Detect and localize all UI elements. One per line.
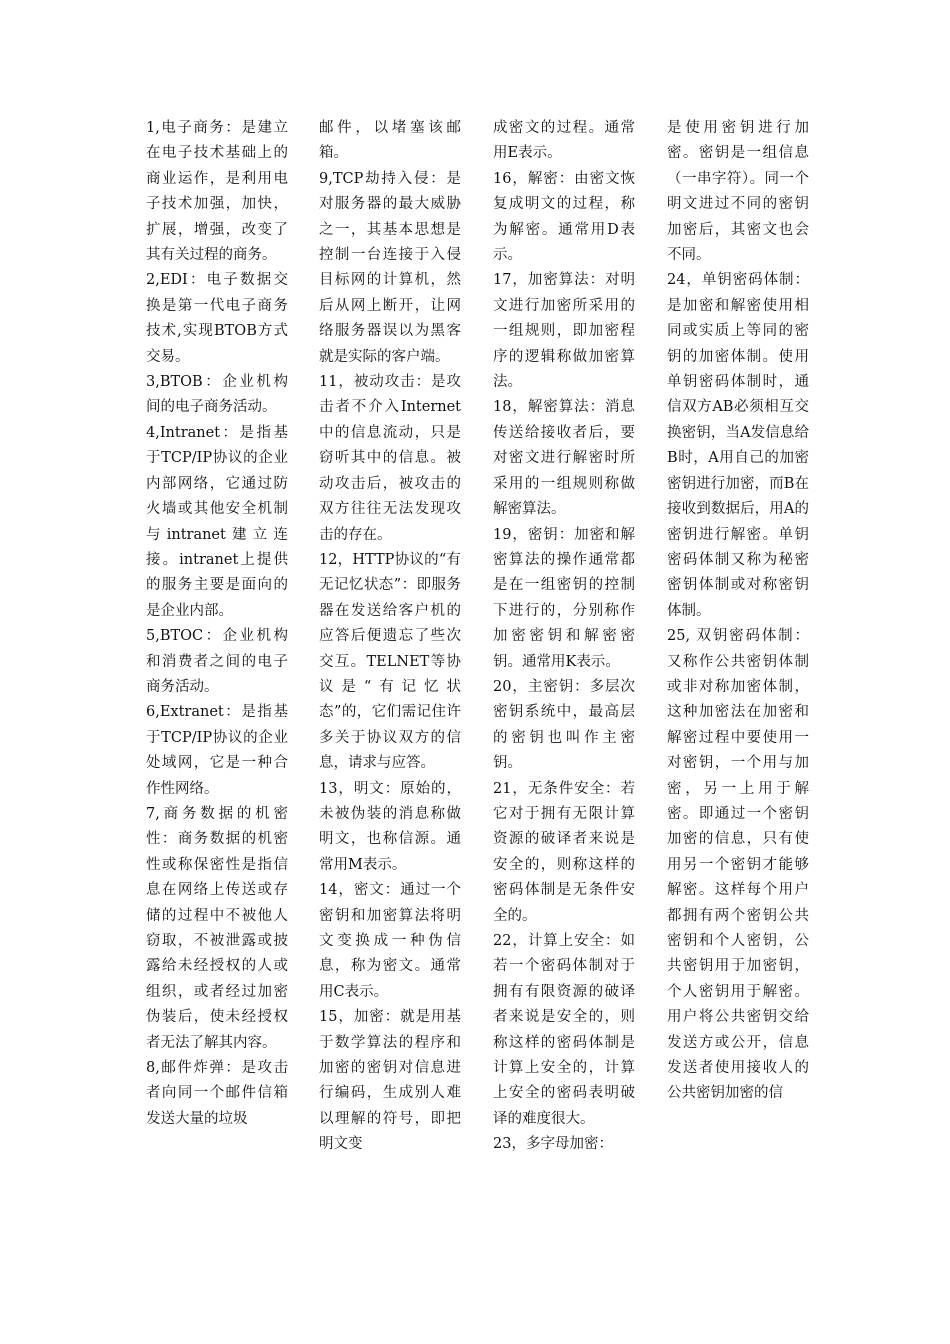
paragraph: 1,电子商务：是建立在电子技术基础上的商业运作，是利用电子技术加强，加快，扩展，增强，改变了其有关过程的商务。: [146, 120, 288, 264]
paragraph: 25, 双钥密码体制：又称作公共密钥体制或非对称加密体制，这种加密法在加密和解密过程中要使用一对密钥，一个用与加密，另一上用于解密。即通过一个密钥加密的信息，只有使用另一个密钥才能够解密。这样每个用户都拥有两个密钥公共密钥和个人密钥，公共密钥用于加密钥，个人密钥用于解密。用户将公共密钥交给发送方或公开，信息发送者使用接收人的公共密钥加密的信: [667, 628, 809, 1102]
text-column-2: [319, 116, 461, 1158]
paragraph: 11，被动攻击：是攻击者不介入Internet中的信息流动，只是窃听其中的信息。被动攻击后，被攻击的双方往往无法发现攻击的存在。: [319, 374, 461, 543]
paragraph: 6,Extranet：是指基于TCP/IP协议的企业处域网，它是一种合作性网络。: [146, 704, 288, 797]
paragraph: 22，计算上安全：如若一个密码体制对于拥有有限资源的破译者来说是安全的，则称这样的密码体制是计算上安全的，计算上安全的密码表明破译的难度很大。: [493, 933, 635, 1127]
paragraph: 21，无条件安全：若它对于拥有无限计算资源的破译者来说是安全的，则称这样的密码体制是无条件安全的。: [493, 780, 635, 924]
paragraph: 9,TCP劫持入侵：是对服务器的最大威胁之一，其基本思想是控制一台连接于入侵目标网的计算机，然后从网上断开，让网络服务器误以为黑客就是实际的客户端。: [319, 170, 461, 365]
text-column-4: [667, 116, 809, 1107]
paragraph: 13，明文：原始的，未被伪装的消息称做明文，也称信源。通常用M表示。: [319, 780, 461, 873]
paragraph: 20，主密钥：多层次密钥系统中，最高层的密钥也叫作主密钥。: [493, 678, 635, 772]
paragraph: 23，多字母加密：: [493, 1136, 613, 1153]
paragraph: 16，解密：由密文恢复成明文的过程，称为解密。通常用D表示。: [493, 170, 635, 264]
paragraph: 19，密钥：加密和解密算法的操作通常都是在一组密钥的控制下进行的，分别称作加密密钥和解密密钥。通常用K表示。: [493, 526, 635, 670]
paragraph: 14，密文：通过一个密钥和加密算法将明文变换成一种伪信息，称为密文。通常用C表示。: [319, 882, 461, 1000]
paragraph: 5,BTOC：企业机构和消费者之间的电子商务活动。: [146, 628, 288, 695]
paragraph: 17，加密算法：对明文进行加密所采用的一组规则，即加密程序的逻辑称做加密算法。: [493, 272, 635, 391]
paragraph: 8,邮件炸弹：是攻击者向同一个邮件信箱发送大量的垃圾: [146, 1060, 288, 1127]
paragraph: 12，HTTP协议的“有无记忆状态”：即服务器在发送给客户机的应答后便遗忘了些次交互。TELNET等协议是“有记忆状态”的，它们需记住许多关于协议双方的信息，请求与应答。: [319, 551, 461, 772]
paragraph: 成密文的过程。通常用E表示。: [493, 120, 635, 162]
paragraph: 7,商务数据的机密性：商务数据的机密性或称保密性是指信息在网络上传送或存储的过程中不被他人窃取，不被泄露或披露给未经授权的人或组织，或者经过加密伪装后，使未经授权者无法了解其内容。: [146, 805, 288, 1051]
paragraph: 是使用密钥进行加密。密钥是一组信息（一串字符）。同一个明文进过不同的密钥加密后，其密文也会不同。: [667, 120, 809, 264]
paragraph: 2,EDI：电子数据交换是第一代电子商务技术,实现BTOB方式交易。: [146, 272, 288, 365]
text-column-1: [146, 116, 288, 1132]
paragraph: 18，解密算法：消息传送给接收者后，要对密文进行解密时所采用的一组规则称做解密算法。: [493, 399, 635, 518]
text-column-3: [493, 116, 635, 1158]
paragraph: 4,Intranet：是指基于TCP/IP协议的企业内部网络，它通过防火墙或其他安全机制与intranet建立连接。intranet上提供的服务主要是面向的是企业内部。: [146, 424, 288, 619]
paragraph: 3,BTOB：企业机构间的电子商务活动。: [146, 374, 288, 416]
paragraph: 15，加密：就是用基于数学算法的程序和加密的密钥对信息进行编码，生成别人难以理解的符号，即把明文变: [319, 1009, 461, 1153]
paragraph: 邮件，以堵塞该邮箱。: [319, 120, 461, 162]
paragraph: 24，单钥密码体制：是加密和解密使用相同或实质上等同的密钥的加密体制。使用单钥密码体制时，通信双方AB必须相互交换密钥，当A发信息给B时，A用自己的加密密钥进行加密，而B在接收到数据后，用A的密钥进行解密。单钥密码体制又称为秘密密钥体制或对称密钥体制。: [667, 272, 809, 619]
